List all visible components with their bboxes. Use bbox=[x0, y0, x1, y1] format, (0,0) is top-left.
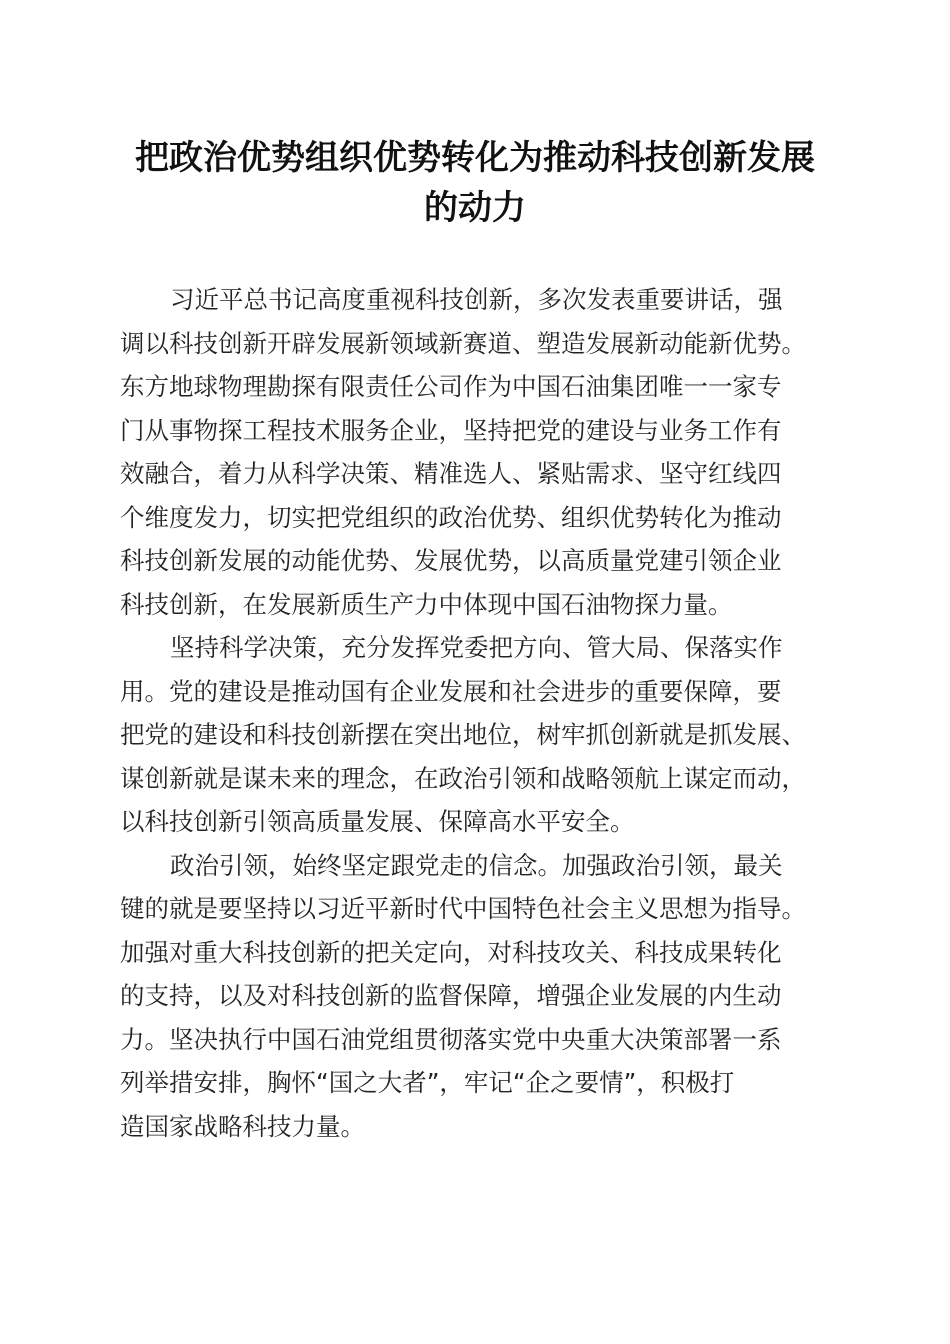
text-line: 力。坚决执行中国石油党组贯彻落实党中央重大决策部署一系 bbox=[120, 1024, 782, 1054]
paragraph-intro bbox=[120, 278, 835, 626]
document-title bbox=[110, 133, 840, 233]
text-line: 用。党的建设是推动国有企业发展和社会进步的重要保障，要 bbox=[120, 676, 782, 706]
text-line: 东方地球物理勘探有限责任公司作为中国石油集团唯一一家专 bbox=[120, 372, 782, 401]
text-line: 调以科技创新开辟发展新领域新赛道、塑造发展新动能新优势。 bbox=[120, 328, 806, 358]
text-line: 谋创新就是谋未来的理念，在政治引领和战略领航上谋定而动， bbox=[120, 763, 806, 793]
title-line: 把政治优势组织优势转化为推动科技创新发展 bbox=[135, 138, 815, 178]
paragraph-scientific-decision bbox=[120, 626, 835, 844]
text-line: 造国家战略科技力量。 bbox=[120, 1111, 365, 1141]
text-line: 加强对重大科技创新的把关定向，对科技攻关、科技成果转化 bbox=[120, 937, 782, 967]
text-line: 政治引领，始终坚定跟党走的信念。加强政治引领，最关 bbox=[170, 850, 783, 880]
text-line: 科技创新发展的动能优势、发展优势，以高质量党建引领企业 bbox=[120, 546, 782, 575]
paragraph-political-guidance bbox=[120, 844, 835, 1149]
text-line: 个维度发力，切实把党组织的政治优势、组织优势转化为推动 bbox=[120, 502, 782, 532]
text-line: 科技创新，在发展新质生产力中体现中国石油物探力量。 bbox=[120, 589, 733, 619]
document-body bbox=[120, 278, 835, 1148]
text-line: 门从事物探工程技术服务企业，坚持把党的建设与业务工作有 bbox=[120, 415, 782, 445]
text-line: 以科技创新引领高质量发展、保障高水平安全。 bbox=[120, 807, 635, 836]
title-line: 的动力 bbox=[424, 188, 526, 228]
text-line: 习近平总书记高度重视科技创新，多次发表重要讲话，强 bbox=[170, 285, 783, 314]
text-line: 把党的建设和科技创新摆在突出地位，树牢抓创新就是抓发展、 bbox=[120, 720, 806, 749]
text-line: 列举措安排，胸怀“国之大者”，牢记“企之要情”，积极打 bbox=[120, 1068, 735, 1097]
text-line: 的支持，以及对科技创新的监督保障，增强企业发展的内生动 bbox=[120, 981, 782, 1010]
text-line: 坚持科学决策，充分发挥党委把方向、管大局、保落实作 bbox=[170, 633, 783, 662]
text-line: 效融合，着力从科学决策、精准选人、紧贴需求、坚守红线四 bbox=[120, 459, 782, 488]
text-line: 键的就是要坚持以习近平新时代中国特色社会主义思想为指导。 bbox=[120, 894, 806, 923]
